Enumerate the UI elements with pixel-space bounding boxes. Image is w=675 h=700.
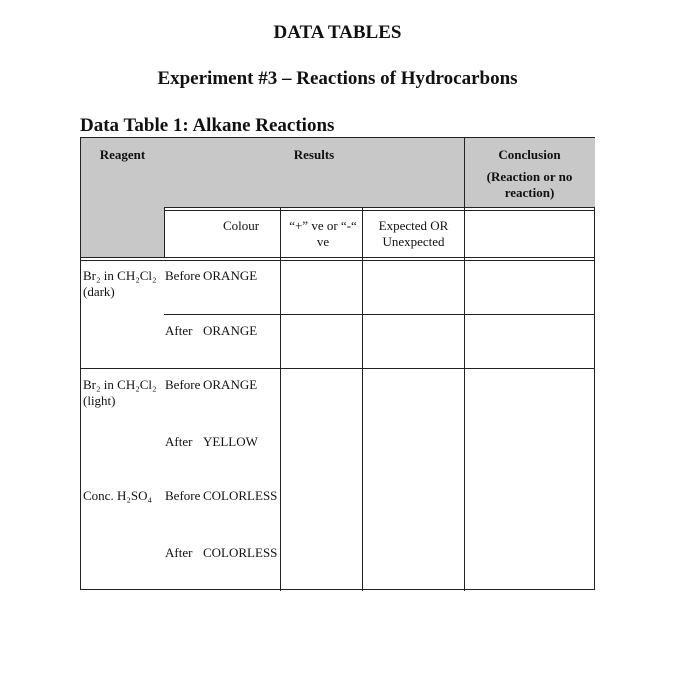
rule-expected-col: [464, 138, 465, 591]
table-caption: Data Table 1: Alkane Reactions: [80, 115, 335, 136]
before-colour: COLORLESS: [203, 488, 278, 503]
results-header: Results: [293, 147, 335, 162]
before-colour: ORANGE: [203, 268, 258, 283]
before-label: Before: [165, 377, 201, 392]
after-label: After: [165, 545, 193, 560]
page-title: DATA TABLES: [273, 22, 402, 43]
rule-row1-bottom: [81, 368, 595, 369]
rule-sign-col: [362, 208, 363, 591]
before-label: Before: [165, 488, 201, 503]
alkane-reactions-table: [80, 137, 595, 590]
before-colour: ORANGE: [203, 377, 258, 392]
reagent-header: Reagent: [99, 147, 146, 162]
conclusion-note: (Reaction or no reaction): [486, 169, 573, 200]
sign-header: “+” ve or “-“ ve: [289, 218, 357, 249]
rule-row1-mid: [164, 314, 595, 315]
rule-header-bottom-2: [81, 260, 595, 261]
colour-header: Colour: [222, 218, 260, 233]
after-colour: YELLOW: [203, 434, 258, 449]
after-label: After: [165, 434, 193, 449]
conclusion-header: Conclusion: [498, 147, 561, 162]
rule-reagent-col: [164, 208, 165, 258]
rule-header-results: [164, 207, 595, 208]
rule-header-results-2: [164, 210, 595, 211]
reagent-cell: Br₂ in CH₂Cl₂ (dark): [83, 268, 157, 299]
rule-header-bottom: [81, 257, 595, 258]
header-shade-reagent: [81, 208, 164, 258]
after-colour: ORANGE: [203, 323, 258, 338]
after-colour: COLORLESS: [203, 545, 278, 560]
rule-colour-col: [280, 208, 281, 591]
reagent-cell: Br₂ in CH₂Cl₂ (light): [83, 377, 157, 408]
experiment-title: Experiment #3 – Reactions of Hydrocarbons: [157, 68, 518, 89]
after-label: After: [165, 323, 193, 338]
reagent-cell: Conc. H₂SO₄: [83, 488, 153, 503]
before-label: Before: [165, 268, 201, 283]
expected-header: Expected OR Unexpected: [378, 218, 449, 249]
